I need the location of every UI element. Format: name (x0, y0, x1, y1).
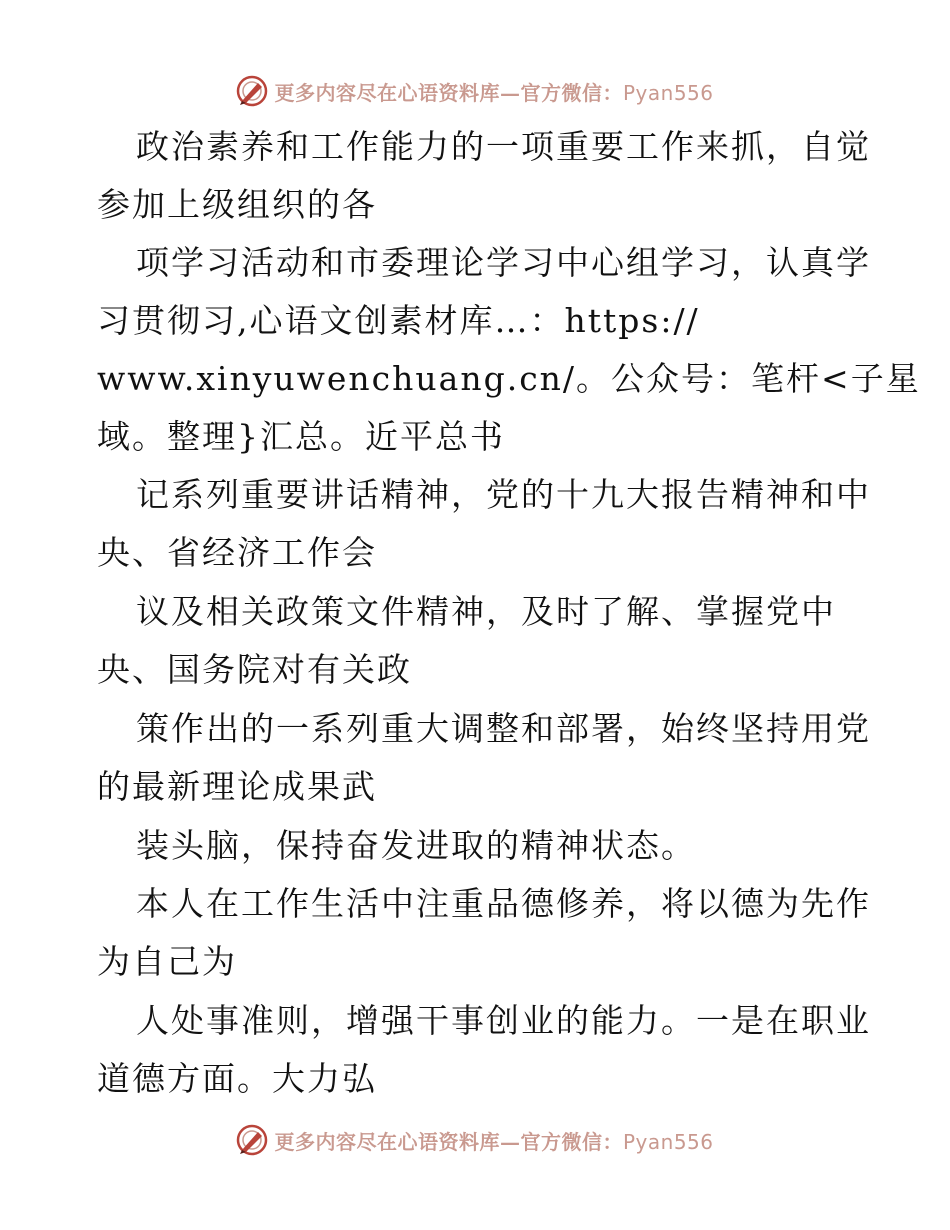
body-line: 域。整理}汇总。近平总书 (97, 417, 505, 456)
footer-banner-wechat-id: Pyan556 (622, 1129, 714, 1154)
body-line: 政治素养和工作能力的一项重要工作来抓，自觉 (136, 127, 871, 166)
body-line: 记系列重要讲话精神，党的十九大报告精神和中 (136, 475, 871, 514)
header-banner-cn: 更多内容尽在心语资料库—官方微信： (274, 80, 623, 105)
body-line: 的最新理论成果武 (97, 767, 377, 806)
footer-banner-cn: 更多内容尽在心语资料库—官方微信： (274, 1129, 623, 1154)
header-banner-wechat-id: Pyan556 (622, 80, 714, 105)
body-line: 道德方面。大力弘 (97, 1059, 377, 1098)
body-line: 项学习活动和市委理论学习中心组学习，认真学 (136, 243, 871, 282)
body-line: 策作出的一系列重大调整和部署，始终坚持用党 (136, 709, 871, 748)
body-line: 人处事准则，增强干事创业的能力。一是在职业 (136, 1001, 871, 1040)
body-line: 为自己为 (97, 942, 237, 981)
pen-logo-icon (236, 1124, 268, 1156)
body-line: 议及相关政策文件精神，及时了解、掌握党中 (136, 592, 836, 631)
body-line: 装头脑，保持奋发进取的精神状态。 (136, 826, 696, 865)
body-line: 习贯彻习,心语文创素材库…：https:// (97, 301, 700, 340)
footer-banner (0, 1120, 950, 1160)
body-line: 参加上级组织的各 (97, 185, 377, 224)
body-line: 央、国务院对有关政 (97, 650, 412, 689)
body-line: 央、省经济工作会 (97, 533, 377, 572)
footer-banner-text (274, 1126, 713, 1155)
body-line: 本人在工作生活中注重品德修养，将以德为先作 (136, 884, 871, 923)
body-line: www.xinyuwenchuang.cn/。公众号：笔杆<子星 (97, 359, 921, 398)
